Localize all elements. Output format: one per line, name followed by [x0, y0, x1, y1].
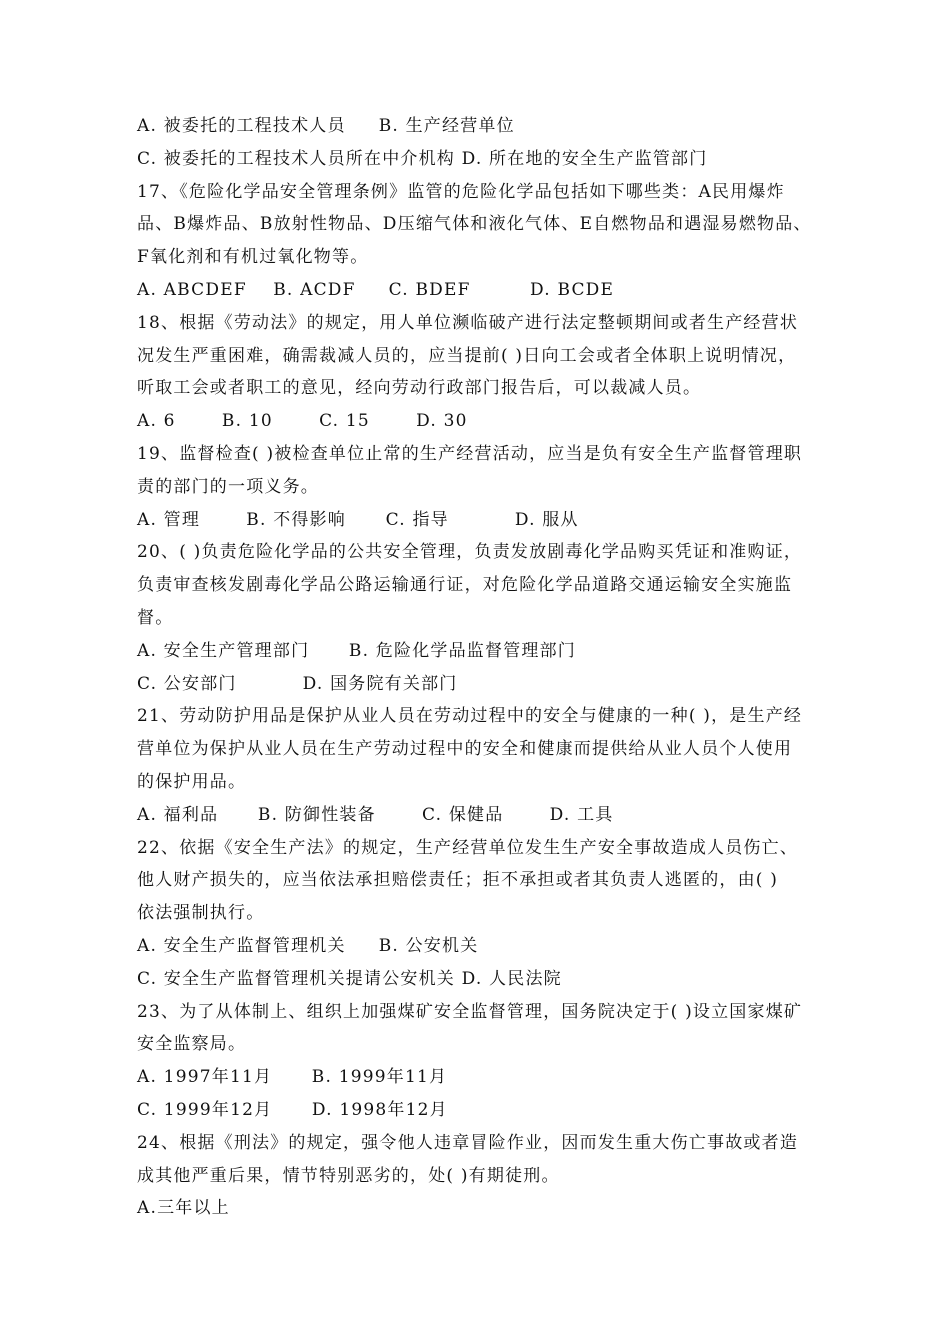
- text-line: 安全监察局。: [137, 1034, 247, 1055]
- options-line: C. 公安部门 D. 国务院有关部门: [137, 673, 458, 694]
- options-line: A. ABCDEF B. ACDF C. BDEF D. BCDE: [137, 279, 615, 300]
- text-line: 他人财产损失的，应当依法承担赔偿责任；拒不承担或者其负责人逃匿的，由( ): [137, 870, 779, 891]
- text-line: 听取工会或者职工的意见，经向劳动行政部门报告后，可以裁减人员。: [137, 378, 702, 399]
- text-line: 督。: [137, 607, 174, 628]
- options-line: A. 1997年11月 B. 1999年11月: [137, 1067, 448, 1088]
- options-line: C. 1999年12月 D. 1998年12月: [137, 1099, 448, 1120]
- text-line: 品、B爆炸品、B放射性物品、D压缩气体和液化气体、E自燃物品和遇湿易燃物品、: [137, 214, 812, 235]
- question-line: 23、为了从体制上、组织上加强煤矿安全监督管理，国务院决定于( )设立国家煤矿: [137, 1001, 803, 1022]
- question-line: 17、《危险化学品安全管理条例》监管的危险化学品包括如下哪些类：A民用爆炸: [137, 181, 785, 202]
- question-line: 24、根据《刑法》的规定，强令他人违章冒险作业，因而发生重大伤亡事故或者造: [137, 1132, 799, 1153]
- text-line: 的保护用品。: [137, 771, 247, 792]
- options-line: C. 安全生产监督管理机关提请公安机关 D. 人民法院: [137, 968, 562, 989]
- text-line: 况发生严重困难，确需裁减人员的，应当提前( )日向工会或者全体职上说明情况，: [137, 345, 797, 366]
- question-line: 22、依据《安全生产法》的规定，生产经营单位发生生产安全事故造成人员伤亡、: [137, 837, 799, 858]
- text-line: 成其他严重后果，情节特别恶劣的，处( )有期徒刑。: [137, 1165, 560, 1186]
- question-line: 21、劳动防护用品是保护从业人员在劳动过程中的安全与健康的一种( )，是生产经: [137, 706, 803, 727]
- options-line: A. 安全生产管理部门 B. 危险化学品监督管理部门: [137, 640, 577, 661]
- text-line: 依法强制执行。: [137, 903, 265, 924]
- text-line: A. 被委托的工程技术人员 B. 生产经营单位: [137, 116, 515, 136]
- question-line: 19、监督检查( )被检查单位止常的生产经营活动，应当是负有安全生产监督管理职: [137, 443, 803, 464]
- options-line: A.三年以上: [137, 1198, 230, 1219]
- document-text: [137, 110, 847, 1225]
- text-line: 负责审查核发剧毒化学品公路运输通行证，对危险化学品道路交通运输安全实施监: [137, 575, 793, 596]
- text-line: C. 被委托的工程技术人员所在中介机构 D. 所在地的安全生产监管部门: [137, 148, 708, 169]
- question-line: 18、根据《劳动法》的规定，用人单位濒临破产进行法定整顿期间或者生产经营状: [137, 312, 799, 333]
- options-line: A. 管理 B. 不得影响 C. 指导 D. 服从: [137, 509, 579, 530]
- text-line: F氧化剂和有机过氧化物等。: [137, 247, 369, 268]
- options-line: A. 安全生产监督管理机关 B. 公安机关: [137, 935, 479, 956]
- question-line: 20、( )负责危险化学品的公共安全管理，负责发放剧毒化学品购买凭证和准购证，: [137, 542, 803, 563]
- text-line: 营单位为保护从业人员在生产劳动过程中的安全和健康而提供给从业人员个人使用: [137, 739, 793, 760]
- text-line: 责的部门的一项义务。: [137, 476, 319, 497]
- options-line: A. 6 B. 10 C. 15 D. 30: [137, 411, 468, 432]
- options-line: A. 福利品 B. 防御性装备 C. 保健品 D. 工具: [137, 804, 614, 825]
